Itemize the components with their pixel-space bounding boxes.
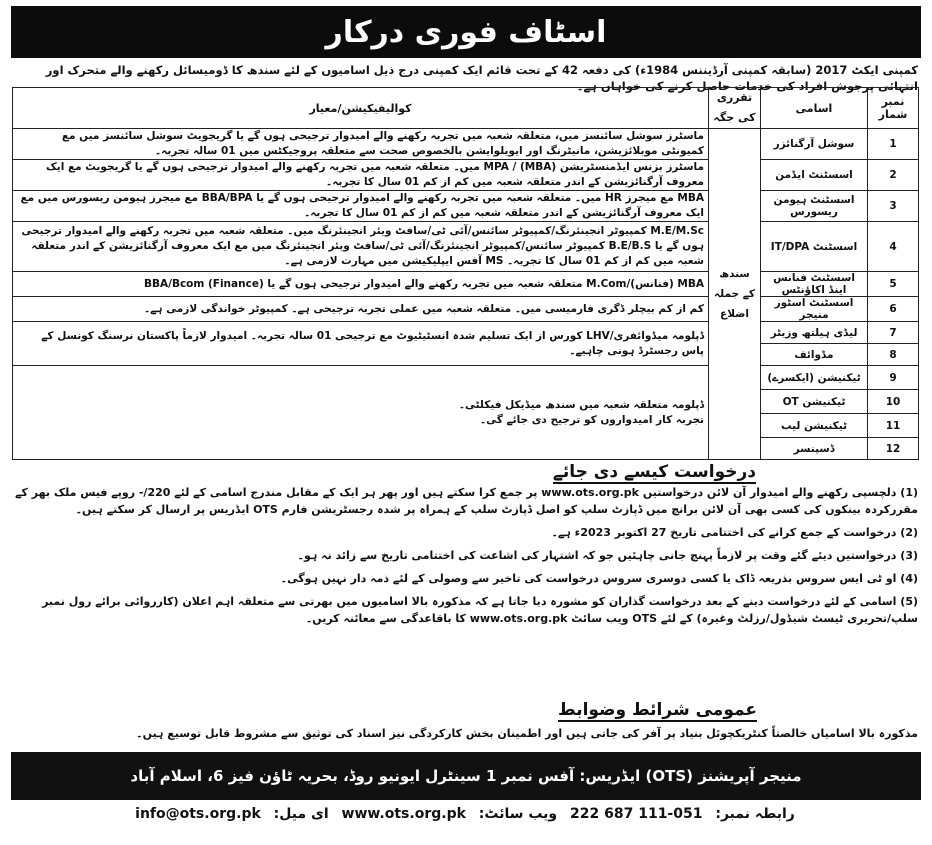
row-sno: 4 xyxy=(868,222,919,272)
row-post: ٹیکنیشن (ایکسرے) xyxy=(761,366,868,390)
table-row xyxy=(13,366,919,390)
table-header-row xyxy=(13,88,919,129)
row-qualification: ماسٹرز بزنس ایڈمنسٹریشن (MBA) / MPA میں۔ متعلقہ شعبہ میں تجربہ رکھنے والے امیدوار ترجیحی ہوں گے یا گریجویٹ مع ایک معروف آرگنائزیشن کے اندر متعلقہ شعبہ میں کم از کم 01 سال کا تجربہ۔ xyxy=(13,160,709,191)
row-sno: 7 xyxy=(868,322,919,344)
row-post: اسسٹنٹ اسٹور منیجر xyxy=(761,297,868,322)
title-text: اسٹاف فوری درکار xyxy=(325,14,607,50)
header-sno: نمبر شمار xyxy=(868,88,919,129)
row-qualification xyxy=(13,366,709,460)
row-qualification: ڈپلومہ میڈوائفری/LHV کورس از ایک تسلیم شدہ انسٹیٹیوٹ مع ترجیحی 01 سالہ تجربہ۔ امیدوار لازماً پاکستان نرسنگ کونسل کے پاس رجسٹرڈ ہونی چاہیے۔ xyxy=(13,322,709,366)
footer-address: منیجر آپریشنز (OTS) ایڈریس: آفس نمبر 1 سینٹرل ایونیو روڈ، بحریہ ٹاؤن فیز 6، اسلام آباد xyxy=(130,767,802,785)
phone-number: 222 687 111-051 xyxy=(570,806,703,822)
row-sno: 2 xyxy=(868,160,919,191)
qual-line-experience: تجربہ کار امیدواروں کو ترجیح دی جائے گی۔ xyxy=(479,413,704,426)
table-row xyxy=(13,191,919,222)
row-sno: 9 xyxy=(868,366,919,390)
row-sno: 11 xyxy=(868,414,919,438)
contact-line xyxy=(12,806,918,822)
step-5: (5) اسامی کے لئے درخواست دینے کے بعد درخواست گذاران کو مشورہ دیا جاتا ہے کہ مذکورہ بالا اسامیوں میں بھرتی سے متعلقہ اہم اعلان (کارروائی برائے رول نمبر سلپ/تحریری ٹیسٹ شیڈول/رزلٹ وغیرہ) کے لئے OTS ویب سائٹ www.ots.org.pk کا باقاعدگی سے معائنہ کریں۔ xyxy=(42,595,918,625)
row-qualification: M.E/M.Sc کمپیوٹر انجینئرنگ/کمپیوٹر سائنس/آئی ٹی/سافٹ ویئر انجینئرنگ میں۔ متعلقہ شعبہ میں تجربہ رکھنے والے امیدوار ترجیحی ہوں گے یا B.E/B.S کمپیوٹر سائنس/کمپیوٹر انجینئرنگ/آئی ٹی/سافٹ ویئر انجینئرنگ میں مع ایک معروف آرگنائزیشن کے اندر متعلقہ شعبہ میں کم از کم 01 سال کا تجربہ۔ MS آفس ایپلیکیشن میں مہارت لازمی ہے۔ xyxy=(13,222,709,272)
header-post: اسامی xyxy=(761,88,868,129)
row-sno: 6 xyxy=(868,297,919,322)
how-to-apply-steps xyxy=(12,484,918,633)
row-sno: 12 xyxy=(868,438,919,460)
step-1: (1) دلچسپی رکھنے والے امیدوار آن لائن درخواستیں www.ots.org.pk پر جمع کرا سکتے ہیں اور پھر ہر ایک کے مقابل مندرج اسامی کے لئے 220/- روپے فیس ملک بھر کے مقررکردہ بینکوں کی کسی بھی آن لائن برانچ میں ڈپازٹ سلپ کو اصل ڈپازٹ سلپ کے ہمراہ پر شدہ رجسٹریشن فارم OTS ایڈریس پر ارسال کر سکتے ہیں۔ xyxy=(15,486,918,516)
row-qualification: MBA مع میجرز HR میں۔ متعلقہ شعبہ میں تجربہ رکھنے والے امیدوار ترجیحی ہوں گے یا BBA/BPA مع میجرز ہیومن ریسورس میں مع ایک معروف آرگنائزیشن کے اندر متعلقہ شعبہ میں کم از کم 01 سال کا تجربہ۔ xyxy=(13,191,709,222)
step-4: (4) او ٹی ایس سروس بذریعہ ڈاک یا کسی دوسری سروس درخواست کی تاخیر سے وصولی کے لئے ذمہ دار نہیں ہوگی۔ xyxy=(280,572,918,585)
footer-address-bar xyxy=(11,752,921,800)
email-label: ای میل: xyxy=(273,806,329,822)
row-post: مڈوائف xyxy=(761,344,868,366)
header-qualification: کوالیفیکیشن/معیار xyxy=(13,88,709,129)
row-post: اسسٹنٹ ایڈمن xyxy=(761,160,868,191)
place-line: اضلاع xyxy=(720,308,749,320)
intro-text: کمپنی ایکٹ 2017 (سابقہ کمپنی آرڈیننس 1984ء) کی دفعہ 42 کے تحت قائم ایک کمپنی درج ذیل اسامیوں کے لئے سندھ کا ڈومیسائل رکھنے والے متحرک اور انتہائی پرجوش افراد کی خدمات حاصل کرنے کی خواہاں ہے۔ xyxy=(45,63,918,93)
page-title xyxy=(11,6,921,58)
terms-text: مذکورہ بالا اسامیاں خالصتاً کنٹریکچوئل بنیاد پر آفر کی جاتی ہیں اور اطمینان بخش کارکردگی نیز اسناد کی توثیق سے مشروط قابل توسیع ہیں۔ xyxy=(136,727,918,740)
table-row xyxy=(13,272,919,297)
header-place: تقرری کی جگہ xyxy=(709,88,761,129)
qual-line-diploma: ڈپلومہ متعلقہ شعبہ میں سندھ میڈیکل فیکلٹی۔ xyxy=(458,398,704,411)
row-post: اسسٹنٹ IT/DPA xyxy=(761,222,868,272)
row-post: اسسٹنٹ فنانس اینڈ اکاؤنٹس xyxy=(761,272,868,297)
step-3: (3) درخواستیں دیئے گئے وقت پر لازماً پہنچ جانی چاہئیں جو کہ اشتہار کی اشاعت کی اختتامی تاریخ سے زائد نہ ہو۔ xyxy=(297,549,918,562)
row-post: سوشل آرگنائزر xyxy=(761,129,868,160)
row-post: ٹیکنیشن OT xyxy=(761,390,868,414)
place-line: کے جملہ xyxy=(714,288,755,300)
step-2: (2) درخواست کے جمع کرانے کی اختتامی تاریخ 27 اکتوبر 2023ء ہے۔ xyxy=(551,526,918,539)
table-row xyxy=(13,222,919,272)
row-sno: 3 xyxy=(868,191,919,222)
table-row xyxy=(13,297,919,322)
row-post: لیڈی ہیلتھ وزیٹر xyxy=(761,322,868,344)
jobs-table xyxy=(12,87,919,460)
row-sno: 1 xyxy=(868,129,919,160)
website-label: ویب سائٹ: xyxy=(478,806,558,822)
row-post: اسسٹنٹ ہیومن ریسورس xyxy=(761,191,868,222)
how-to-apply-heading: درخواست کیسے دی جائے xyxy=(552,462,756,482)
table-row xyxy=(13,160,919,191)
row-post: ٹیکنیشن لیب xyxy=(761,414,868,438)
table-row xyxy=(13,322,919,344)
row-post: ڈسپنسر xyxy=(761,438,868,460)
place-line: سندھ xyxy=(719,268,750,280)
row-sno: 8 xyxy=(868,344,919,366)
email-link[interactable]: info@ots.org.pk xyxy=(135,806,261,822)
row-qualification: کم از کم بیچلر ڈگری فارمیسی میں۔ متعلقہ شعبہ میں عملی تجربہ ترجیحی ہے۔ کمپیوٹر خواندگی لازمی ہے۔ xyxy=(13,297,709,322)
row-sno: 5 xyxy=(868,272,919,297)
row-sno: 10 xyxy=(868,390,919,414)
place-of-posting xyxy=(709,129,761,460)
phone-label: رابطہ نمبر: xyxy=(715,806,795,822)
row-qualification: MBA (فنانس)/M.Com متعلقہ شعبہ میں تجربہ رکھنے والے امیدوار ترجیحی ہوں گے یا BBA/Bcom (Finance) xyxy=(13,272,709,297)
row-qualification: ماسٹرز سوشل سائنسز میں، متعلقہ شعبہ میں تجربہ رکھنے والے امیدوار ترجیحی ہوں گے یا گریجویٹ سوشل سائنسز میں مع کمیونٹی موبلائزیشن، مانیٹرنگ اور ایویلوایشن بالخصوص صحت سے متعلقہ پروجیکٹس میں 01 سالہ تجربہ۔ xyxy=(13,129,709,160)
terms-heading: عمومی شرائط وضوابط xyxy=(557,700,757,720)
table-row xyxy=(13,129,919,160)
website-link[interactable]: www.ots.org.pk xyxy=(341,806,466,822)
